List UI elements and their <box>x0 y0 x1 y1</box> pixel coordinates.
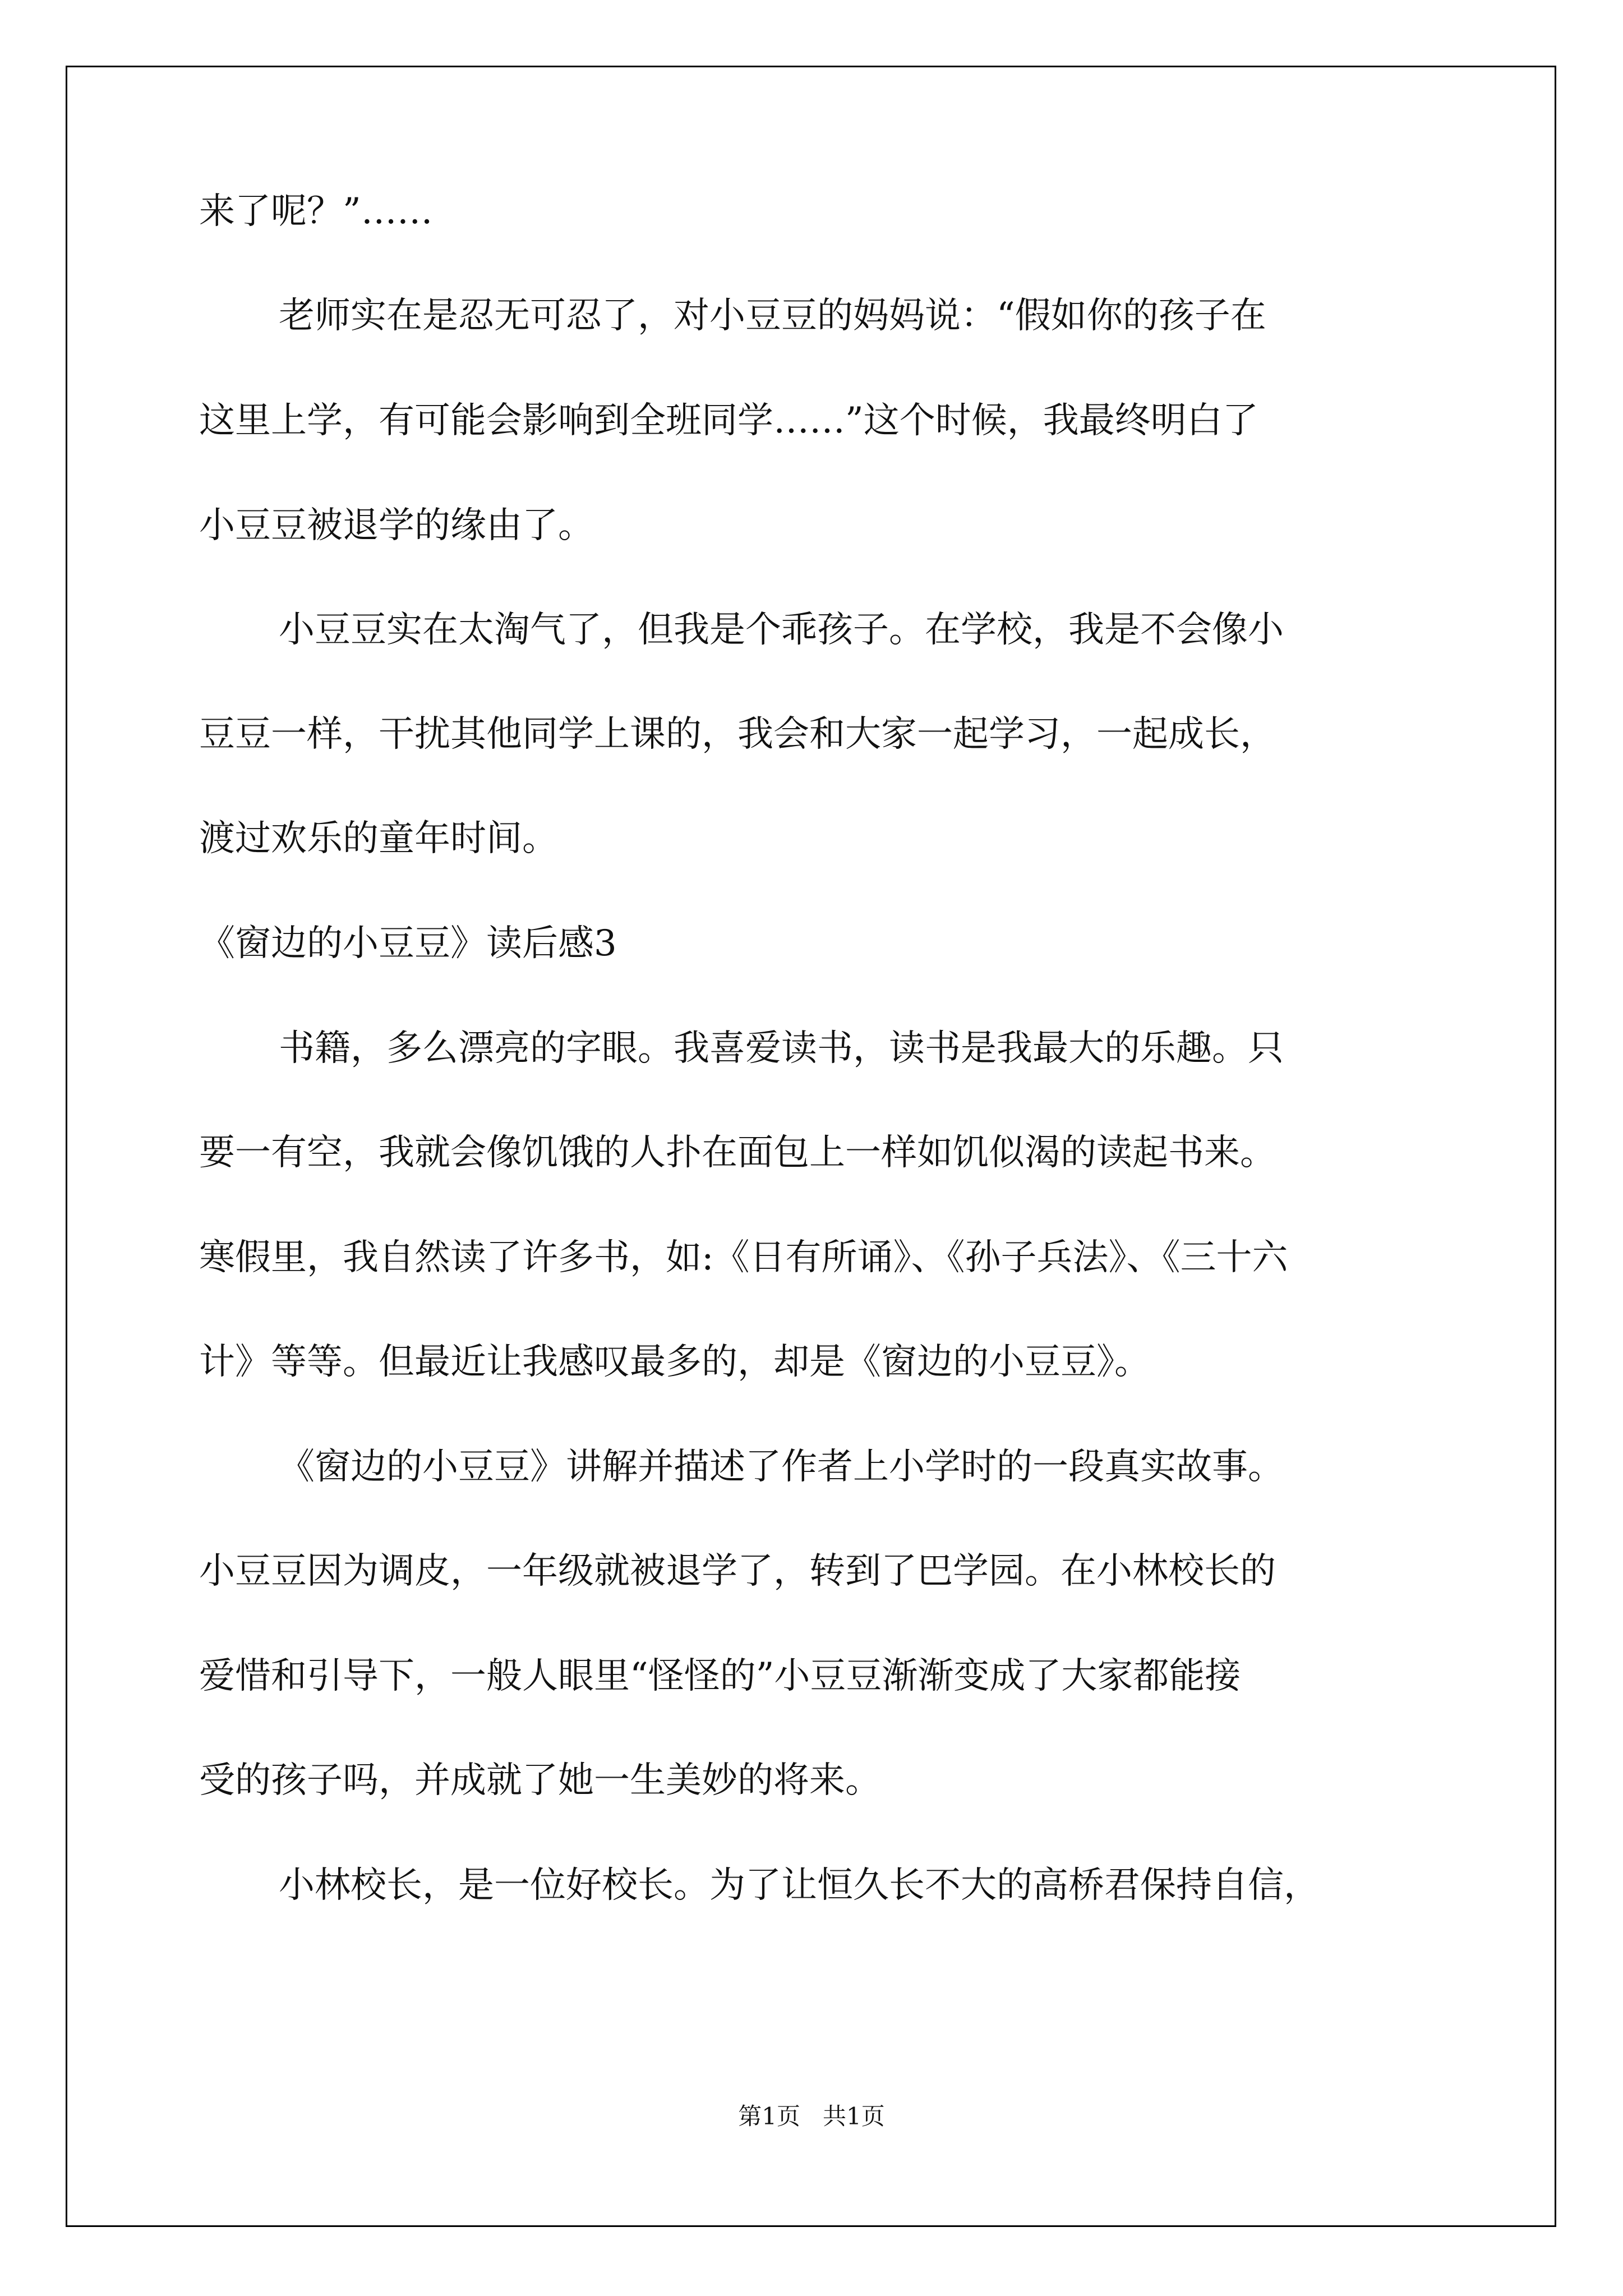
paragraph-line-6: 豆豆一样，干扰其他同学上课的，我会和大家一起学习，一起成长， <box>199 714 1276 755</box>
paragraph-line-16: 受的孩子吗，并成就了她一生美妙的将来。 <box>199 1760 881 1801</box>
text-line-1: 来了呢？”…… <box>199 191 433 232</box>
paragraph-line-9: 书籍，多么漂亮的字眼。我喜爱读书，读书是我最大的乐趣。只 <box>279 1028 1284 1069</box>
paragraph-line-4: 小豆豆被退学的缘由了。 <box>199 505 594 546</box>
paragraph-line-12: 计》等等。但最近让我感叹最多的，却是《窗边的小豆豆》。 <box>199 1341 1150 1383</box>
paragraph-line-11: 寒假里，我自然读了许多书，如:《日有所诵》、《孙子兵法》、《三十六 <box>199 1237 1288 1278</box>
page-footer: 第1页 共1页 <box>738 2102 885 2130</box>
paragraph-line-7: 渡过欢乐的童年时间。 <box>199 818 558 859</box>
paragraph-line-13: 《窗边的小豆豆》讲解并描述了作者上小学时的一段真实故事。 <box>279 1446 1284 1488</box>
paragraph-line-5: 小豆豆实在太淘气了，但我是个乖孩子。在学校，我是不会像小 <box>279 609 1284 651</box>
paragraph-line-17: 小林校长，是一位好校长。为了让恒久长不大的高桥君保持自信， <box>279 1865 1320 1906</box>
section-heading: 《窗边的小豆豆》读后感3 <box>199 923 617 964</box>
paragraph-line-14: 小豆豆因为调皮，一年级就被退学了，转到了巴学园。在小林校长的 <box>199 1550 1276 1592</box>
paragraph-line-2: 老师实在是忍无可忍了，对小豆豆的妈妈说：“假如你的孩子在 <box>279 295 1266 337</box>
paragraph-line-15: 爱惜和引导下，一般人眼里“怪怪的”小豆豆渐渐变成了大家都能接 <box>199 1655 1241 1697</box>
paragraph-line-10: 要一有空，我就会像饥饿的人扑在面包上一样如饥似渴的读起书来。 <box>199 1132 1276 1174</box>
paragraph-line-3: 这里上学，有可能会影响到全班同学……”这个时候，我最终明白了 <box>199 400 1258 441</box>
